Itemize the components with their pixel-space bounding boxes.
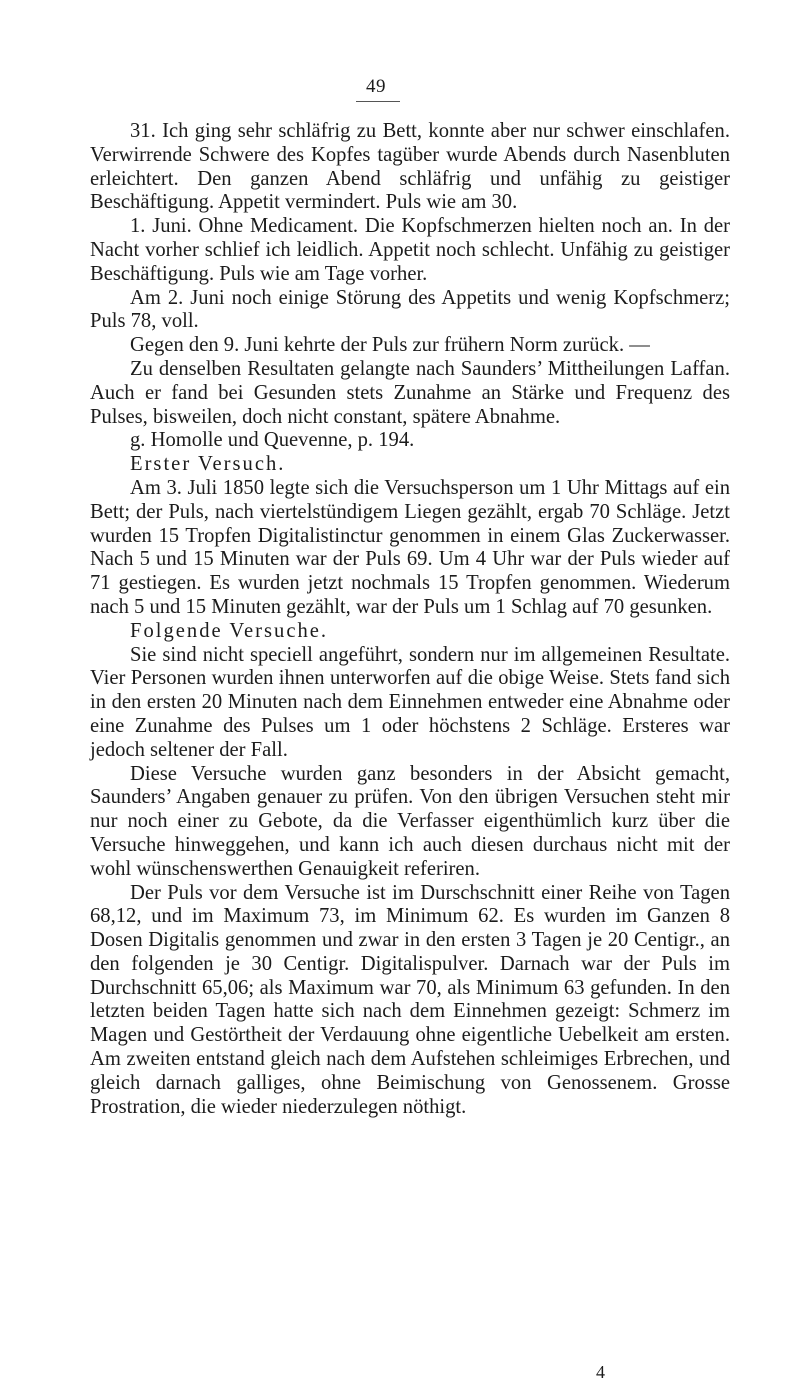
paragraph-laffan: Zu denselben Resultaten gelangte nach Saunders’ Mittheilungen Laffan. Auch er fand bei Gesunden stets Zunahme an Stärke und Frequenz des Pulses, bisweilen, doch nicht constant, spätere Abnahme. <box>90 357 730 428</box>
paragraph-june-9: Gegen den 9. Juni kehrte der Puls zur frühern Norm zurück. — <box>130 334 650 357</box>
paragraph-results: Sie sind nicht speciell angeführt, sondern nur im allgemeinen Resultate. Vier Personen wurden ihnen unterworfen auf die obige Weise. Stets fand sich in den ersten 20 Minuten nach dem Einnehmen entweder eine Abnahme oder eine Zunahme des Pulses um 1 oder höchstens 2 Schläge. Ersteres war jedoch seltener der Fall. <box>90 643 730 761</box>
paragraph-day-31: 31. Ich ging sehr schläfrig zu Bett, konnte aber nur schwer einschlafen. Verwirrende Schwere des Kopfes tagüber wurde Abends durch Nasenbluten erleichtert. Den ganzen Abend schläfrig und unfähig zu geistiger Beschäftigung. Appetit vermindert. Puls wie am 30. <box>90 120 730 214</box>
paragraph-experiment-1: Am 3. Juli 1850 legte sich die Versuchsperson um 1 Uhr Mittags auf ein Bett; der Puls, nach viertelstündigem Liegen gezählt, ergab 70 Schläge. Jetzt wurden 15 Tropfen Digitalistinctur genommen in einem Glas Zuckerwasser. Nach 5 und 15 Minuten war der Puls 69. Um 4 Uhr war der Puls wieder auf 71 gestiegen. Es wurden jetzt nochmals 15 Tropfen genommen. Wiederum nach 5 und 15 Minuten gezählt, war der Puls um 1 Schlag auf 70 gesunken. <box>90 476 730 618</box>
paragraph-june-1: 1. Juni. Ohne Medicament. Die Kopfschmerzen hielten noch an. In der Nacht vorher schlief ich leidlich. Appetit noch schlecht. Unfähig zu geistiger Beschäftigung. Puls wie am Tage vorher. <box>90 215 730 285</box>
paragraph-pulse-data: Der Puls vor dem Versuche ist im Durschschnitt einer Reihe von Tagen 68,12, und im Maximum 73, im Minimum 62. Es wurden im Ganzen 8 Dosen Digitalis genommen und zwar in den ersten 3 Tagen je 20 Centigr., an den folgenden je 30 Centigr. Digitalispulver. Darnach war der Puls im Durchschnitt 65,06; als Maximum war 70, als Minimum 63 gefunden. In den letzten beiden Tagen hatte sich nach dem Einnehmen gezeigt: Schmerz im Magen und Gestörtheit der Verdauung ohne eigentliche Uebelkeit am ersten. Am zweiten entstand gleich nach dem Aufstehen schleimiges Erbrechen, und gleich darnach galliges, ohne Beimischung von Genossenem. Grosse Prostration, die wieder niederzulegen nöthigt. <box>90 881 730 1118</box>
page-number-rule <box>356 101 400 102</box>
paragraph-purpose: Diese Versuche wurden ganz besonders in der Absicht gemacht, Saunders’ Angaben genauer zu prüfen. Von den übrigen Versuchen steht mir nur noch einer zu Gebote, da die Verfasser eigenthümlich kurz über die Versuche hinweggehen, und kann ich auch diesen durchaus nicht mit der wohl wünschenswerthen Genauigkeit referiren. <box>90 762 730 880</box>
paragraph-june-2: Am 2. Juni noch einige Störung des Appetits und wenig Kopfschmerz; Puls 78, voll. <box>90 286 730 333</box>
section-heading-homolle: g. Homolle und Quevenne, p. 194. <box>130 429 415 452</box>
signature-mark: 4 <box>596 1362 605 1382</box>
body-text <box>90 120 730 1119</box>
page-number: 49 <box>366 76 386 97</box>
heading-erster-versuch: Erster Versuch. <box>130 453 286 476</box>
heading-folgende-versuche: Folgende Versuche. <box>130 619 329 642</box>
